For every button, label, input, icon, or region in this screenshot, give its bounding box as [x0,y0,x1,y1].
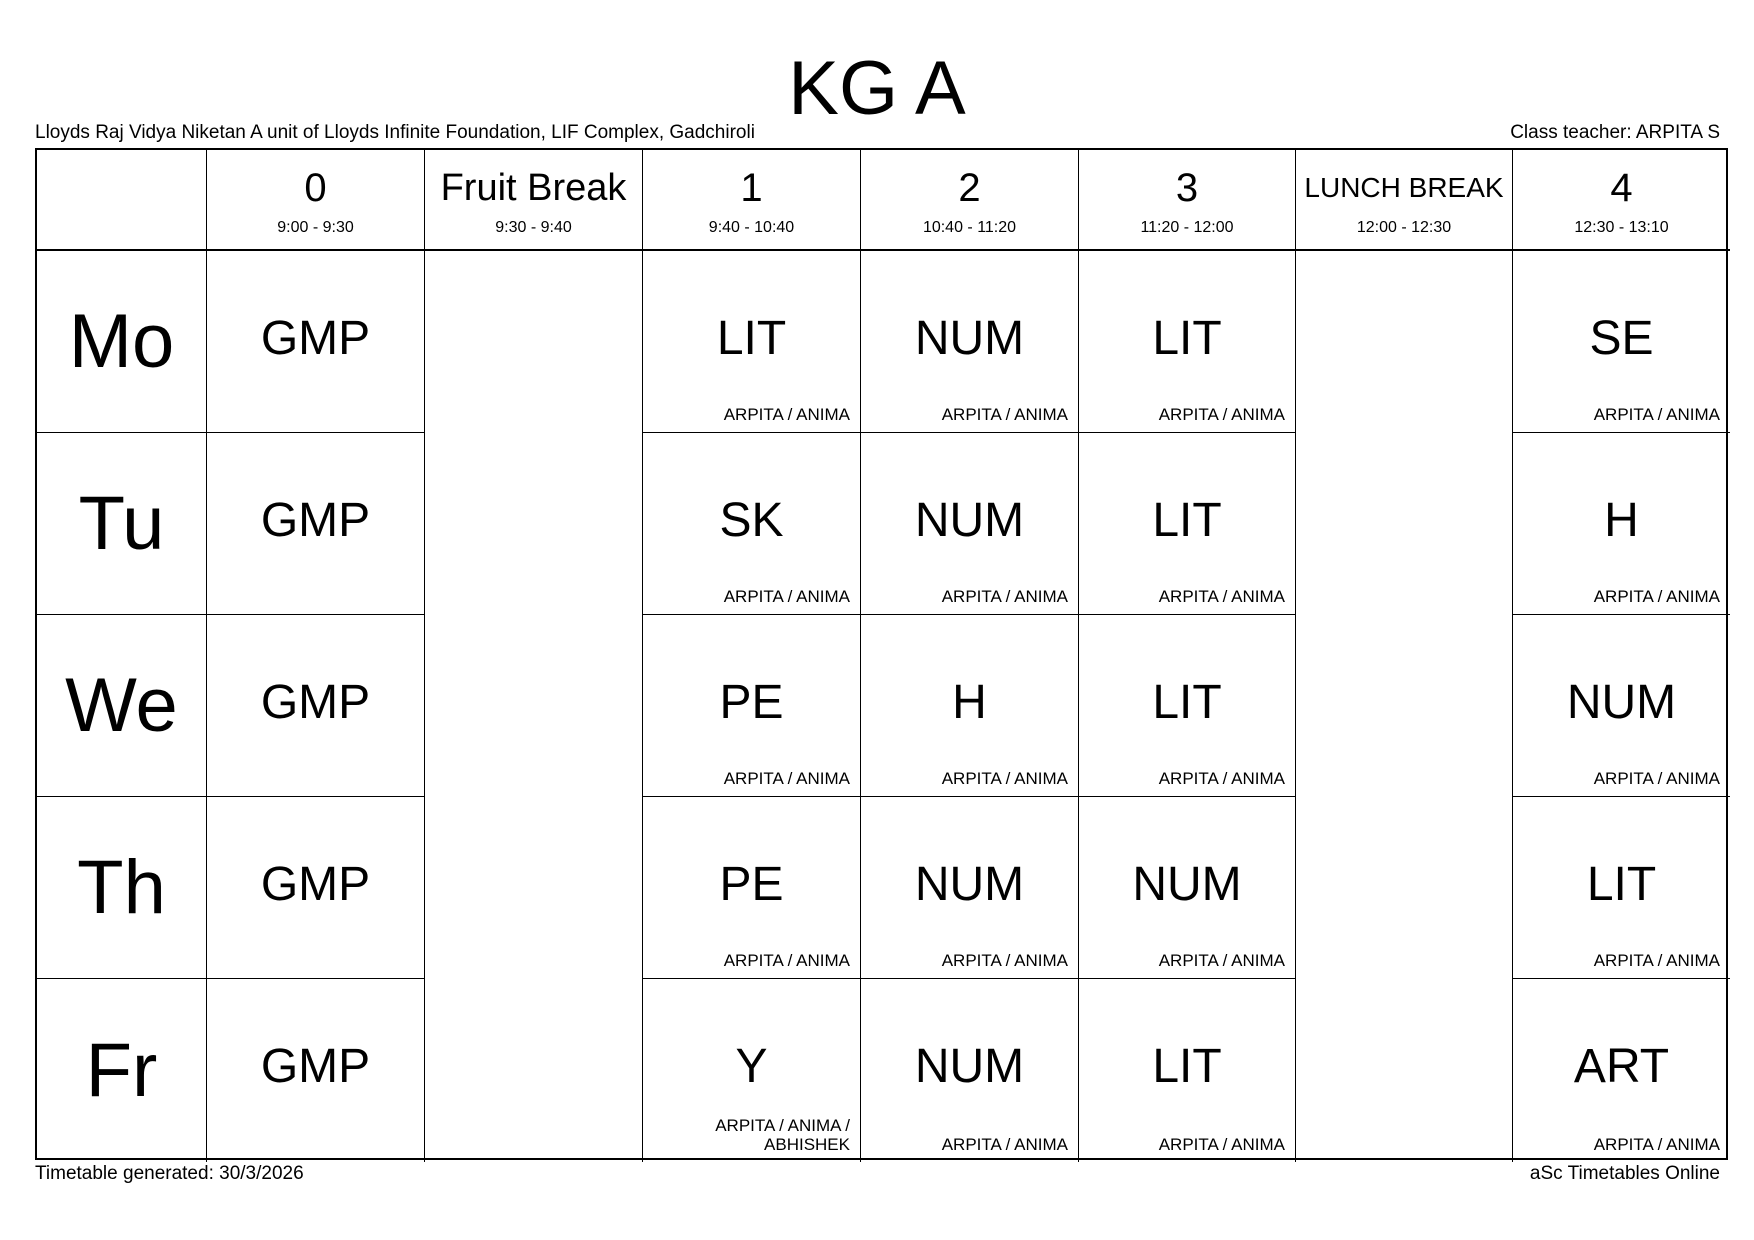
teachers: ARPITA / ANIMA [723,405,850,424]
teachers [715,1116,850,1154]
teachers: ARPITA / ANIMA [941,587,1068,606]
subject: SE [1589,312,1654,365]
lunch-break-column [1296,251,1513,1162]
subject: ART [1573,1040,1670,1093]
lesson-cell [643,979,861,1162]
lesson-cell [1513,615,1730,797]
lesson-cell [861,433,1079,615]
subject: NUM [1132,858,1242,911]
lesson-cell [1513,979,1730,1162]
teachers: ARPITA / ANIMA [1593,587,1720,606]
teachers: ARPITA / ANIMA [1158,1135,1285,1154]
period-time: 12:30 - 13:10 [1574,218,1669,236]
period-name: Fruit Break [440,166,627,209]
subject: NUM [914,1040,1025,1093]
software-credit: aSc Timetables Online [1529,1163,1720,1184]
period-name: 1 [740,165,763,210]
lesson-cell [207,615,425,797]
lesson-cell [643,615,861,797]
period-name: 0 [304,165,327,210]
lesson-cell [861,797,1079,979]
lesson-cell [861,615,1079,797]
subject: NUM [1566,676,1677,729]
subject: Y [735,1040,768,1093]
subject: LIT [1152,494,1222,547]
class-title: KG A [788,46,966,131]
lesson-cell [1079,979,1296,1162]
period-header-1 [643,150,861,251]
subject: LIT [1586,858,1657,911]
generated-date: Timetable generated: 30/3/2026 [35,1163,304,1184]
teachers: ARPITA / ANIMA [1158,405,1285,424]
subject: LIT [716,312,787,365]
corner-cell [37,150,207,251]
day-label-we: We [37,615,207,797]
teachers: ARPITA / ANIMA [1158,951,1285,970]
teachers: ARPITA / ANIMA [1593,951,1720,970]
subject: GMP [260,858,371,911]
lesson-cell [1079,615,1296,797]
period-header-0 [207,150,425,251]
period-time: 9:40 - 10:40 [708,218,795,236]
lesson-cell [207,433,425,615]
lesson-cell [861,979,1079,1162]
fruit-break-column [425,251,643,1162]
lesson-cell [1513,433,1730,615]
timetable-grid [35,148,1728,1160]
subject: GMP [260,312,371,365]
lesson-cell [1513,797,1730,979]
period-header-lunch-break [1296,150,1513,251]
lesson-cell [207,979,425,1162]
period-time: 9:00 - 9:30 [277,218,354,236]
class-teacher: Class teacher: ARPITA S [1510,122,1720,143]
lesson-cell [643,797,861,979]
teachers: ARPITA / ANIMA [1593,1135,1720,1154]
teachers-line-1: ARPITA / ANIMA / [715,1116,850,1135]
period-name: 2 [958,165,981,210]
day-label-tu: Tu [37,433,207,615]
period-name: LUNCH BREAK [1304,171,1504,203]
period-time: 12:00 - 12:30 [1356,218,1452,236]
subject: H [1604,494,1639,547]
teachers: ARPITA / ANIMA [941,951,1068,970]
day-label-th: Th [37,797,207,979]
subject: GMP [260,494,371,547]
lesson-cell [643,433,861,615]
teachers: ARPITA / ANIMA [723,951,850,970]
teachers: ARPITA / ANIMA [1158,587,1285,606]
period-time: 10:40 - 11:20 [922,218,1017,236]
teachers-line-2: ABHISHEK [764,1135,850,1154]
period-header-4 [1513,150,1730,251]
subject: SK [719,494,784,547]
period-header-fruit-break [425,150,643,251]
subject: LIT [1152,312,1222,365]
teachers: ARPITA / ANIMA [941,769,1068,788]
period-name: 3 [1175,165,1199,210]
teachers: ARPITA / ANIMA [1593,405,1720,424]
subject: PE [719,858,784,911]
lesson-cell [207,797,425,979]
lesson-cell [1513,251,1730,433]
teachers: ARPITA / ANIMA [1593,769,1720,788]
period-time: 11:20 - 12:00 [1140,218,1234,236]
subject: GMP [260,1040,371,1093]
lesson-cell [207,251,425,433]
period-header-3 [1079,150,1296,251]
teachers: ARPITA / ANIMA [723,769,850,788]
subject: NUM [914,494,1025,547]
school-name: Lloyds Raj Vidya Niketan A unit of Lloyds Infinite Foundation, LIF Complex, Gadchiroli [35,122,755,143]
period-name: 4 [1610,165,1633,210]
day-label-mo: Mo [37,251,207,433]
teachers: ARPITA / ANIMA [941,405,1068,424]
subject: NUM [914,312,1025,365]
period-header-2 [861,150,1079,251]
period-time: 9:30 - 9:40 [495,218,572,236]
lesson-cell [1079,433,1296,615]
teachers: ARPITA / ANIMA [1158,769,1285,788]
subject: LIT [1152,676,1222,729]
lesson-cell [1079,797,1296,979]
subject: H [952,676,987,729]
subject: GMP [260,676,371,729]
subject: PE [719,676,784,729]
day-label-fr: Fr [37,979,207,1162]
subject: NUM [914,858,1025,911]
subject: LIT [1152,1040,1222,1093]
lesson-cell [1079,251,1296,433]
lesson-cell [861,251,1079,433]
teachers: ARPITA / ANIMA [723,587,850,606]
lesson-cell [643,251,861,433]
teachers: ARPITA / ANIMA [941,1135,1068,1154]
